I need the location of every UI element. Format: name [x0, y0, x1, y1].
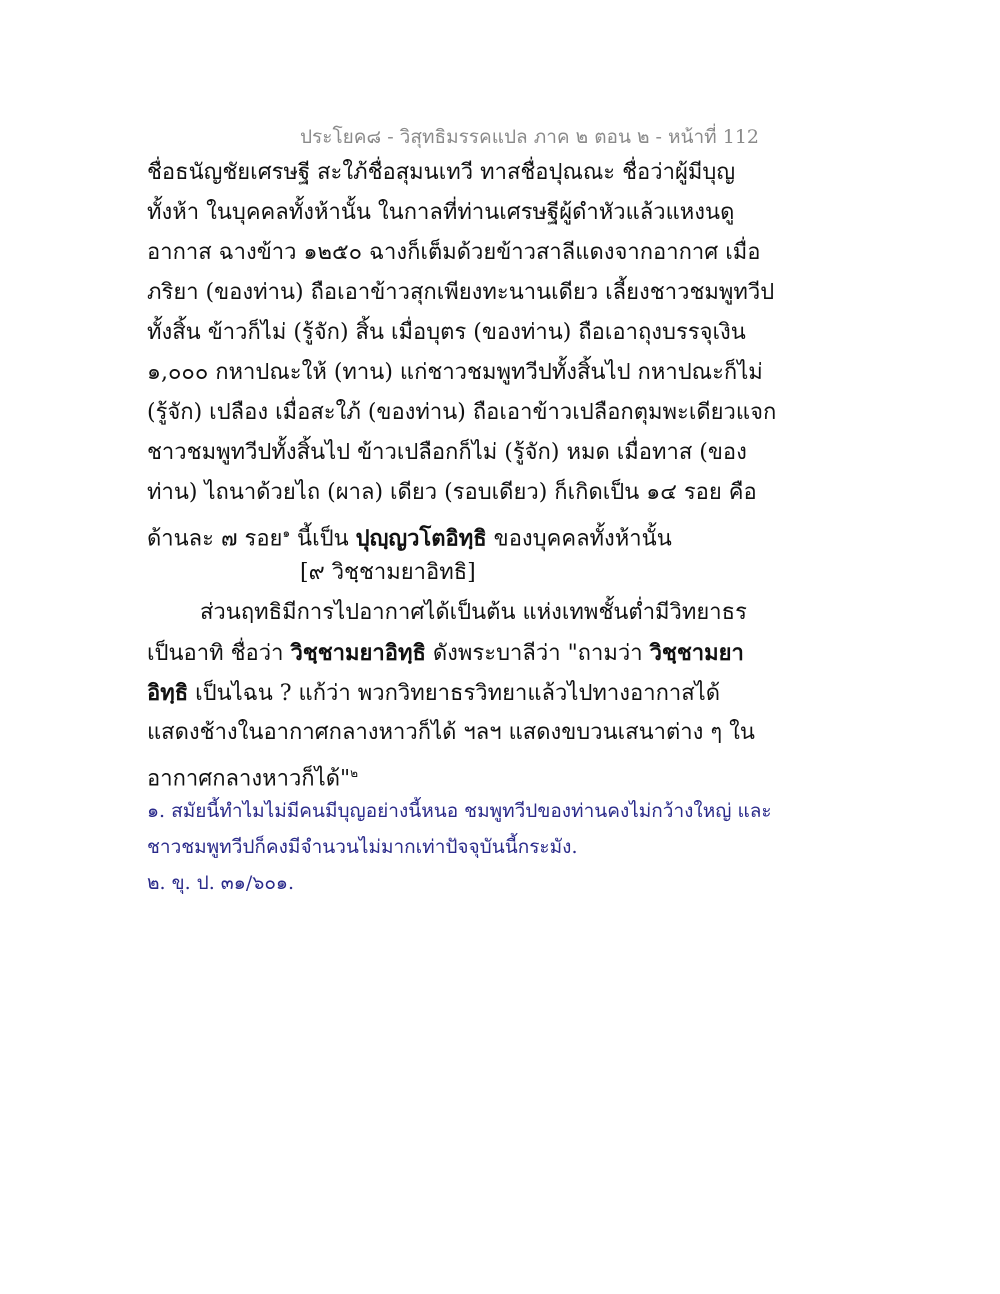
body-line-9: ท่าน) ไถนาด้วยไถ (ผาล) เดียว (รอบเดียว) ก็เกิดเป็น ๑๔ รอย คือ [147, 480, 757, 505]
p2-line-1: ส่วนฤทธิมีการไปอากาศได้เป็นต้น แห่งเทพชั้นต่ำมีวิทยาธร [200, 600, 747, 625]
footnote-1-line-1: ๑. สมัยนี้ทำไมไม่มีคนมีบุญอย่างนี้หนอ ชมพูทวีปของท่านคงไม่กว้างใหญ่ และ [147, 800, 772, 822]
p2-line5-text: อากาศกลางหาวก็ได้" [147, 766, 351, 792]
footnote-2: ๒. ขุ. ป. ๓๑/๖๐๑. [147, 872, 295, 894]
body-line-2: ทั้งห้า ในบุคคลทั้งห้านั้น ในกาลที่ท่านเศรษฐีผู้ดำหัวแล้วแหงนดู [147, 200, 735, 225]
p2-line2-text-a: เป็นอาทิ ชื่อว่า [147, 641, 291, 666]
term-punnavato-iddhi: ปุญฺญวโตอิทฺธิ [355, 525, 487, 552]
footnote-ref-2[interactable]: ๒ [350, 766, 359, 780]
running-header: ประโยค๘ - วิสุทธิมรรคแปล ภาค ๒ ตอน ๒ - หน้าที่ 112 [300, 126, 760, 148]
body-line-5: ทั้งสิ้น ข้าวก็ไม่ (รู้จัก) สิ้น เมื่อบุตร (ของท่าน) ถือเอาถุงบรรจุเงิน [147, 320, 746, 345]
footnote-1-line-2: ชาวชมพูทวีปก็คงมีจำนวนไม่มากเท่าปัจจุบันนี้กระมัง. [147, 836, 578, 858]
line10-text-b: นี้เป็น [290, 526, 356, 552]
line10-text-a: ด้านละ ๗ รอย [147, 526, 283, 552]
body-line-4: ภริยา (ของท่าน) ถือเอาข้าวสุกเพียงทะนานเดียว เลี้ยงชาวชมพูทวีป [147, 280, 775, 305]
body-line-6: ๑,๐๐๐ กหาปณะให้ (ทาน) แก่ชาวชมพูทวีปทั้งสิ้นไป กหาปณะก็ไม่ [147, 360, 763, 385]
body-line-7: (รู้จัก) เปลือง เมื่อสะใภ้ (ของท่าน) ถือเอาข้าวเปลือกตุมพะเดียวแจก [147, 400, 777, 425]
p2-line3-text: เป็นไฉน ? แก้ว่า พวกวิทยาธรวิทยาแล้วไปทางอากาสได้ [188, 681, 721, 706]
p2-line-5 [147, 758, 358, 794]
p2-line-4: แสดงช้างในอากาศกลางหาวก็ได้ ฯลฯ แสดงขบวนเสนาต่าง ๆ ใน [147, 720, 755, 745]
term-vijjamaya: วิชฺชามยา [649, 640, 744, 666]
p2-line-2 [147, 638, 744, 669]
body-line-3: อากาส ฉางข้าว ๑๒๕๐ ฉางก็เต็มด้วยข้าวสาลีแดงจากอากาศ เมื่อ [147, 240, 761, 265]
body-line-8: ชาวชมพูทวีปทั้งสิ้นไป ข้าวเปลือกก็ไม่ (รู้จัก) หมด เมื่อทาส (ของ [147, 440, 747, 465]
footnote-ref-1[interactable]: ๑ [282, 526, 291, 540]
line10-text-c: ของบุคคลทั้งห้านั้น [486, 526, 672, 552]
p2-line-3 [147, 678, 720, 709]
p2-line2-text-b: ดังพระบาลีว่า "ถามว่า [425, 641, 650, 666]
body-line-1: ชื่อธนัญชัยเศรษฐี สะใภ้ชื่อสุมนเทวี ทาสชื่อปุณณะ ชื่อว่าผู้มีบุญ [147, 160, 736, 185]
section-heading: [๙ วิชฺชามยาอิทธิ] [300, 560, 476, 585]
term-iddhi: อิทฺธิ [147, 680, 189, 706]
term-vijjamaya-iddhi: วิชฺชามยาอิทฺธิ [290, 640, 426, 666]
body-line-10 [147, 518, 672, 554]
